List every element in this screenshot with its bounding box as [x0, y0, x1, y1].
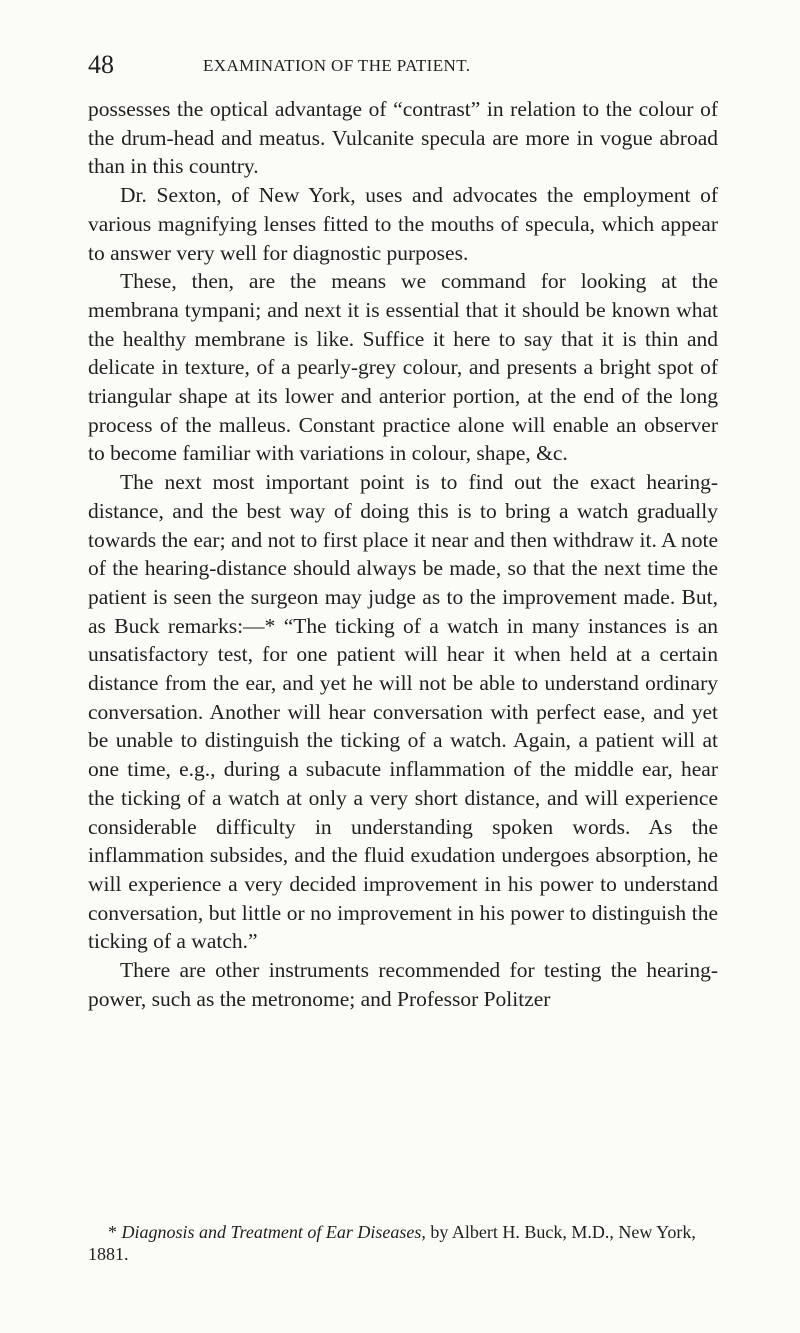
footnote	[88, 1221, 718, 1265]
running-head: EXAMINATION OF THE PATIENT.	[203, 56, 471, 75]
paragraph-2: Dr. Sexton, of New York, uses and advocates the employment of various magnifying lenses fitted to the mouths of specula, which appear to answer very well for diagnostic purposes.	[88, 183, 718, 265]
paragraph-3: These, then, are the means we command for looking at the membrana tympani; and next it is essential that it should be known what the healthy membrane is like. Suffice it here to say that it is thin and delicate in texture, of a pearly-grey colour, and presents a bright spot of triangular shape at its lower and anterior portion, at the end of the long process of the malleus. Constant practice alone will enable an observer to become familiar with variations in colour, shape, &c.	[88, 269, 718, 466]
footnote-marker: *	[108, 1222, 117, 1242]
paragraph-5: There are other instruments recommended for testing the hearing-power, such as the metronome; and Professor Politzer	[88, 958, 718, 1011]
body-text	[88, 95, 718, 1014]
footnote-citation: by Albert H. Buck, M.D., New York, 1881.	[88, 1222, 696, 1264]
paragraph-4: The next most important point is to find out the exact hearing-distance, and the best way of doing this is to bring a watch gradually towards the ear; and not to first place it near and then withdraw it. A note of the hearing-distance should always be made, so that the next time the patient is seen the surgeon may judge as to the improvement made. But, as Buck remarks:—* “The ticking of a watch in many instances is an unsatisfactory test, for one patient will hear it when held at a certain distance from the ear, and yet he will not be able to understand ordinary conversation. Another will hear conversation with perfect ease, and yet be unable to distinguish the ticking of a watch. Again, a patient will at one time, e.g., during a subacute inflammation of the middle ear, hear the ticking of a watch at only a very short distance, and will experience considerable difficulty in understanding spoken words. As the inflammation subsides, and the fluid exudation undergoes absorption, he will experience a very decided improvement in his power to understand conversation, but little or no improvement in his power to distinguish the ticking of a watch.”	[88, 470, 718, 954]
paragraph-1: possesses the optical advantage of “contrast” in relation to the colour of the drum-head and meatus. Vulcanite specula are more in vogue abroad than in this country.	[88, 97, 718, 179]
page-number: 48	[88, 50, 114, 79]
page-header	[88, 50, 718, 80]
footnote-title: Diagnosis and Treatment of Ear Diseases,	[121, 1222, 426, 1242]
